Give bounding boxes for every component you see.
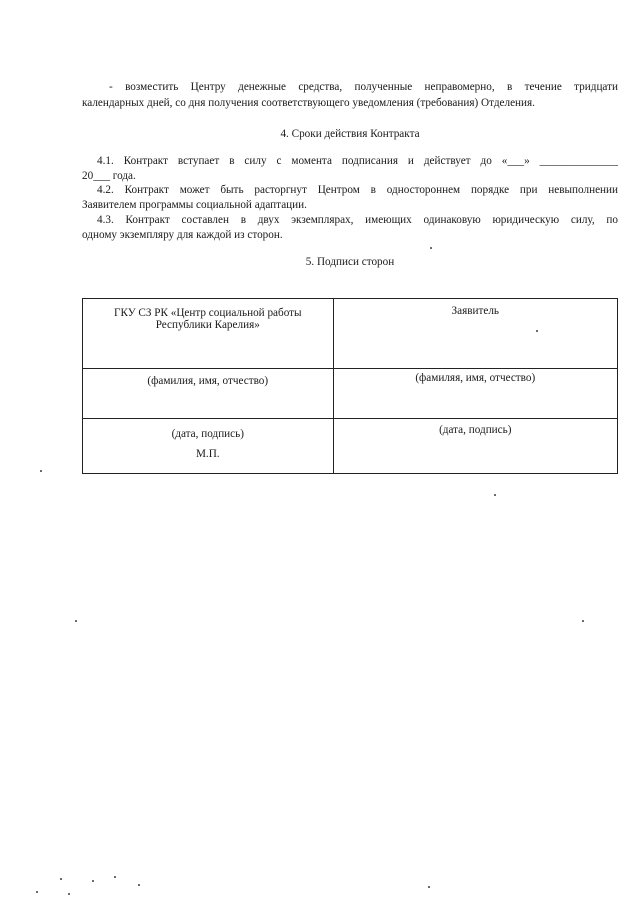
scan-speck bbox=[92, 880, 94, 882]
intro-line-1: - возместить Центру денежные средства, полученные неправомерно, в течение тридцати bbox=[109, 81, 618, 93]
clause-4-1-line-1: 4.1. Контракт вступает в силу с момента подписания и действует до «___» ______________ bbox=[97, 155, 618, 167]
section-5-heading: 5. Подписи сторон bbox=[305, 256, 395, 268]
left-party-cell bbox=[83, 299, 334, 369]
left-fio-label: (фамилия, имя, отчество) bbox=[147, 375, 269, 387]
clause-4-2-line-2: Заявителем программы социальной адаптации. bbox=[82, 199, 307, 211]
clause-4-3-line-2: одному экземпляру для каждой из сторон. bbox=[82, 229, 283, 241]
right-date-cell bbox=[333, 419, 617, 474]
right-party-cell bbox=[333, 299, 617, 369]
left-party-name-line-1: ГКУ СЗ РК «Центр социальной работы bbox=[113, 307, 302, 319]
clause-4-1-line-2: 20___ года. bbox=[82, 170, 136, 182]
scan-speck bbox=[536, 330, 538, 332]
scan-speck bbox=[138, 884, 140, 886]
scan-speck bbox=[582, 620, 584, 622]
scan-speck bbox=[428, 886, 430, 888]
right-fio-label: (фамиляя, имя, отчество) bbox=[415, 372, 536, 384]
right-fio-cell bbox=[333, 369, 617, 419]
scan-speck bbox=[68, 893, 70, 895]
scan-speck bbox=[494, 494, 496, 496]
scan-speck bbox=[75, 620, 77, 622]
right-date-label: (дата, подпись) bbox=[439, 424, 512, 436]
left-fio-cell bbox=[83, 369, 334, 419]
signature-table bbox=[82, 298, 618, 474]
scan-speck bbox=[36, 891, 38, 893]
right-party-name: Заявитель bbox=[451, 305, 500, 317]
stamp-label: М.П. bbox=[195, 448, 220, 460]
scan-speck bbox=[60, 878, 62, 880]
clause-4-3-line-1: 4.3. Контракт составлен в двух экземплярах, имеющих одинаковую юридическую силу, по bbox=[97, 214, 618, 226]
left-date-cell bbox=[83, 419, 334, 474]
section-4-heading: 4. Сроки действия Контракта bbox=[280, 128, 420, 140]
clause-4-2-line-1: 4.2. Контракт может быть расторгнут Центром в одностороннем порядке при невыполнении bbox=[97, 184, 618, 196]
left-date-label: (дата, подпись) bbox=[171, 428, 244, 440]
scan-speck bbox=[430, 247, 432, 249]
scan-speck bbox=[40, 470, 42, 472]
scan-speck bbox=[114, 876, 116, 878]
intro-line-2: календарных дней, со дня получения соответствующего уведомления (требования) Отделения. bbox=[82, 97, 535, 109]
left-party-name-line-2: Республики Карелия» bbox=[155, 319, 260, 331]
